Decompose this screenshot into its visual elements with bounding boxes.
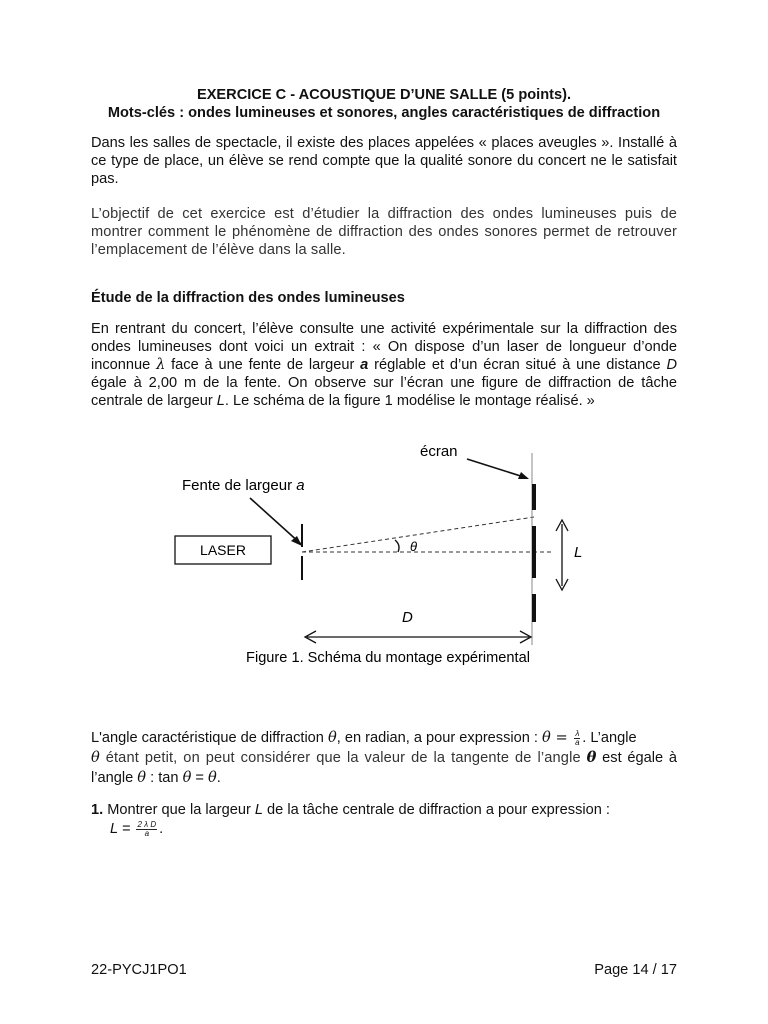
section-paragraph [91, 320, 677, 410]
angle-text-2: , en radian, a pour expression : [336, 730, 543, 746]
section-text-c: réglable et d’un écran situé à une distance [368, 357, 667, 373]
section-text-a: En rentrant du concert, l’élève consulte une activité expérimentale sur la diffraction des ondes lumineuses dont voici un extrait : « On dispose d’un laser de longueur d’onde inconnue [91, 321, 677, 373]
question-fraction [136, 821, 157, 838]
angle-text-3: . L’angle [582, 730, 637, 746]
laser-label: LASER [200, 542, 246, 558]
angle-text-7: = [191, 770, 208, 786]
theta-arc [395, 540, 399, 552]
intro-paragraph-2: L’objectif de cet exercice est d’étudier la diffraction des ondes lumineuses puis de montrer comment le phénomène de diffraction des ondes sonores permet de retrouver l’emplacement de l’élève dans la salle. [91, 206, 677, 258]
question-eq-end: . [159, 821, 164, 837]
question-eq-lhs: L = [110, 821, 135, 837]
angle-text-4: étant petit, on peut considérer que la valeur de la tangente de l’angle [99, 750, 587, 766]
section-text-e: . Le schéma de la figure 1 modélise le montage réalisé. » [224, 393, 595, 409]
angle-text-6: : tan [146, 770, 183, 786]
lambda-over-a-fraction [574, 730, 580, 747]
footer-code: 22-PYCJ1PO1 [91, 962, 187, 978]
var-D: D [666, 357, 677, 373]
D-label: D [402, 609, 413, 626]
intro-paragraph-1: Dans les salles de spectacle, il existe des places appelées « places aveugles ». Installé à ce type de place, un élève se rend compte que la qualité sonore du concert ne le satisfait pas. [91, 135, 677, 187]
fente-label [182, 477, 305, 494]
exercise-title: EXERCICE C - ACOUSTIQUE D’UNE SALLE (5 points). [196, 87, 572, 103]
ecran-label: écran [420, 443, 458, 460]
angle-paragraph [91, 728, 677, 788]
var-a: a [360, 357, 369, 373]
section-heading: Étude de la diffraction des ondes lumineuses [91, 290, 405, 306]
question-text-2: de la tâche centrale de diffraction a pour expression : [263, 802, 610, 818]
theta-3: θ [586, 749, 597, 766]
experiment-diagram [0, 430, 768, 670]
question-1-equation [110, 820, 310, 838]
ecran-arrow-head [518, 472, 529, 479]
theta-5: θ [182, 769, 192, 786]
eq-lhs: θ = [542, 729, 573, 746]
figure-caption: Figure 1. Schéma du montage expérimental [246, 650, 530, 666]
theta-4: θ [137, 769, 147, 786]
keywords-line: Mots-clés : ondes lumineuses et sonores, angles caractéristiques de diffraction [107, 105, 661, 121]
fraction-denominator: a [575, 737, 580, 747]
theta-1: θ [327, 729, 337, 746]
var-L: L [216, 393, 225, 409]
fente-arrow [250, 498, 301, 544]
diffraction-ray [302, 517, 534, 552]
footer-page-number: Page 14 / 17 [594, 962, 677, 978]
L-label: L [574, 544, 583, 561]
question-number: 1. [91, 802, 104, 818]
lambda-symbol: λ [156, 356, 166, 373]
section-text-b: face à une fente de largeur [165, 357, 361, 373]
fente-label-text: Fente de largeur [182, 477, 297, 494]
question-fraction-numerator: 2 λ D [137, 819, 157, 829]
question-fraction-denominator: a [144, 828, 150, 838]
section-text-d: égale à 2,00 m de la fente. On observe sur l’écran une figure de diffraction de tâche centrale de largeur [91, 375, 677, 409]
fente-label-var: a [296, 477, 305, 494]
fraction-numerator: λ [575, 728, 580, 738]
theta-label: θ [410, 539, 418, 554]
angle-text-5: est égale à l’angle [91, 750, 677, 786]
ecran-arrow [467, 459, 527, 478]
question-1 [91, 801, 677, 819]
theta-2: θ [91, 749, 100, 766]
theta-6: θ [208, 769, 217, 786]
question-text-1: Montrer que la largeur [103, 802, 255, 818]
angle-text-8: . [216, 770, 221, 786]
question-var-L: L [254, 802, 263, 818]
angle-text-1: L'angle caractéristique de diffraction [91, 730, 328, 746]
